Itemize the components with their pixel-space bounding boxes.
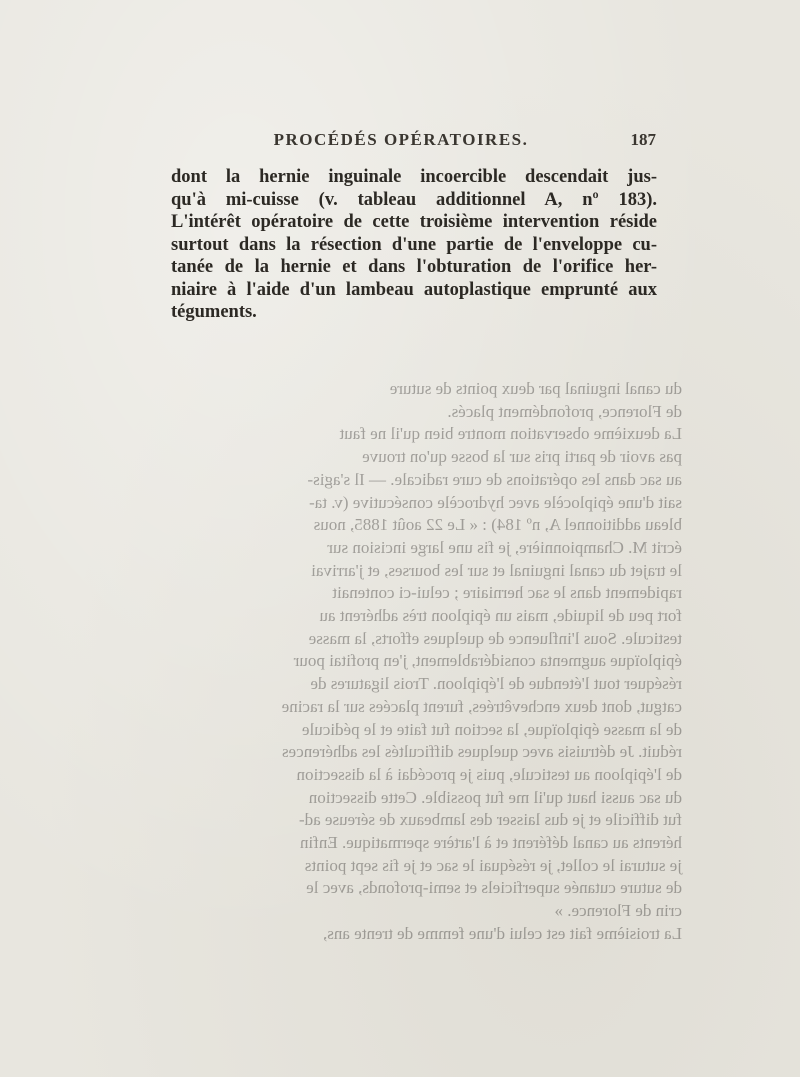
bleed-line: réséquer tout l'étendue de l'épiploon. Trois ligatures de	[310, 674, 682, 694]
bleed-line: écrit M. Championnière, je fis une large incision sur	[327, 537, 682, 557]
bleed-line: hérents au canal déférent et à l'artère spermatique. Enfin	[299, 833, 682, 853]
bleed-line: rapidement dans le sac herniaire ; celui-ci contenait	[332, 583, 682, 603]
bleed-line: du sac aussi haut qu'il me fut possible. Cette dissection	[308, 787, 682, 807]
bleed-line: fut difficile et je dus laisser des lambeaux de séreuse ad-	[299, 810, 682, 830]
bleed-line: La deuxième observation montre bien qu'il ne faut	[339, 424, 682, 444]
text-line: tanée de la hernie et dans l'obturation de l'orifice her-	[171, 257, 657, 277]
bleed-through-text	[182, 378, 682, 943]
text-line: L'intérêt opératoire de cette troisième intervention réside	[171, 212, 657, 232]
bleed-line: de la masse épiploïque, la section fut faite et le pédicule	[302, 719, 682, 739]
bleed-line: de suture cutanée superficiels et semi-profonds, avec le	[306, 878, 682, 898]
bleed-line: réduit. Je détruisis avec quelques difficultés les adhérences	[282, 742, 682, 762]
text-line: téguments.	[171, 302, 257, 322]
bleed-line: sait d'une épiplocèle avec hydrocèle consécutive (v. ta-	[309, 492, 682, 512]
bleed-line: au sac dans les opérations de cure radicale. — Il s'agis-	[307, 469, 682, 489]
running-header: PROCÉDÉS OPÉRATOIRES.	[273, 130, 529, 149]
bleed-line: du canal inguinal par deux points de suture	[389, 379, 682, 398]
text-line: surtout dans la résection d'une partie de l'enveloppe cu-	[171, 234, 657, 255]
bleed-line: catgut, dont deux enchevêtrées, furent placées sur la racine	[281, 696, 682, 716]
text-line: niaire à l'aide d'un lambeau autoplastique emprunté aux	[171, 279, 657, 300]
bleed-line: fort peu de liquide, mais un épiploon très adhérent au	[319, 606, 682, 626]
bleed-line: épiploïque augmenta considérablement, j'en profitai pour	[293, 651, 682, 671]
bleed-line: testicule. Sous l'influence de quelques efforts, la masse	[308, 628, 682, 648]
bleed-line: de Florence, profondément placés.	[447, 401, 682, 421]
body-text	[171, 166, 657, 324]
text-line: qu'à mi-cuisse (v. tableau additionnel A, nº 183).	[171, 189, 657, 210]
text-line: dont la hernie inguinale incoercible descendait jus-	[171, 167, 657, 187]
bleed-line: La troisième fait est celui d'une femme de trente ans,	[323, 923, 682, 943]
page-number: 187	[630, 130, 656, 149]
bleed-line: crin de Florence. »	[554, 901, 682, 921]
bleed-line: bleau additionnel A, nº 184) : « Le 22 août 1885, nous	[313, 515, 682, 535]
bleed-line: pas avoir de parti pris sur la bosse qu'on trouve	[362, 447, 682, 467]
bleed-line: je suturai le collet, je réséquai le sac et je fis sept points	[304, 855, 682, 875]
bleed-line: le trajet du canal inguinal et sur les bourses, et j'arrivai	[311, 560, 682, 580]
bleed-line: de l'épiploon au testicule, puis je procédai à la dissection	[296, 764, 682, 784]
